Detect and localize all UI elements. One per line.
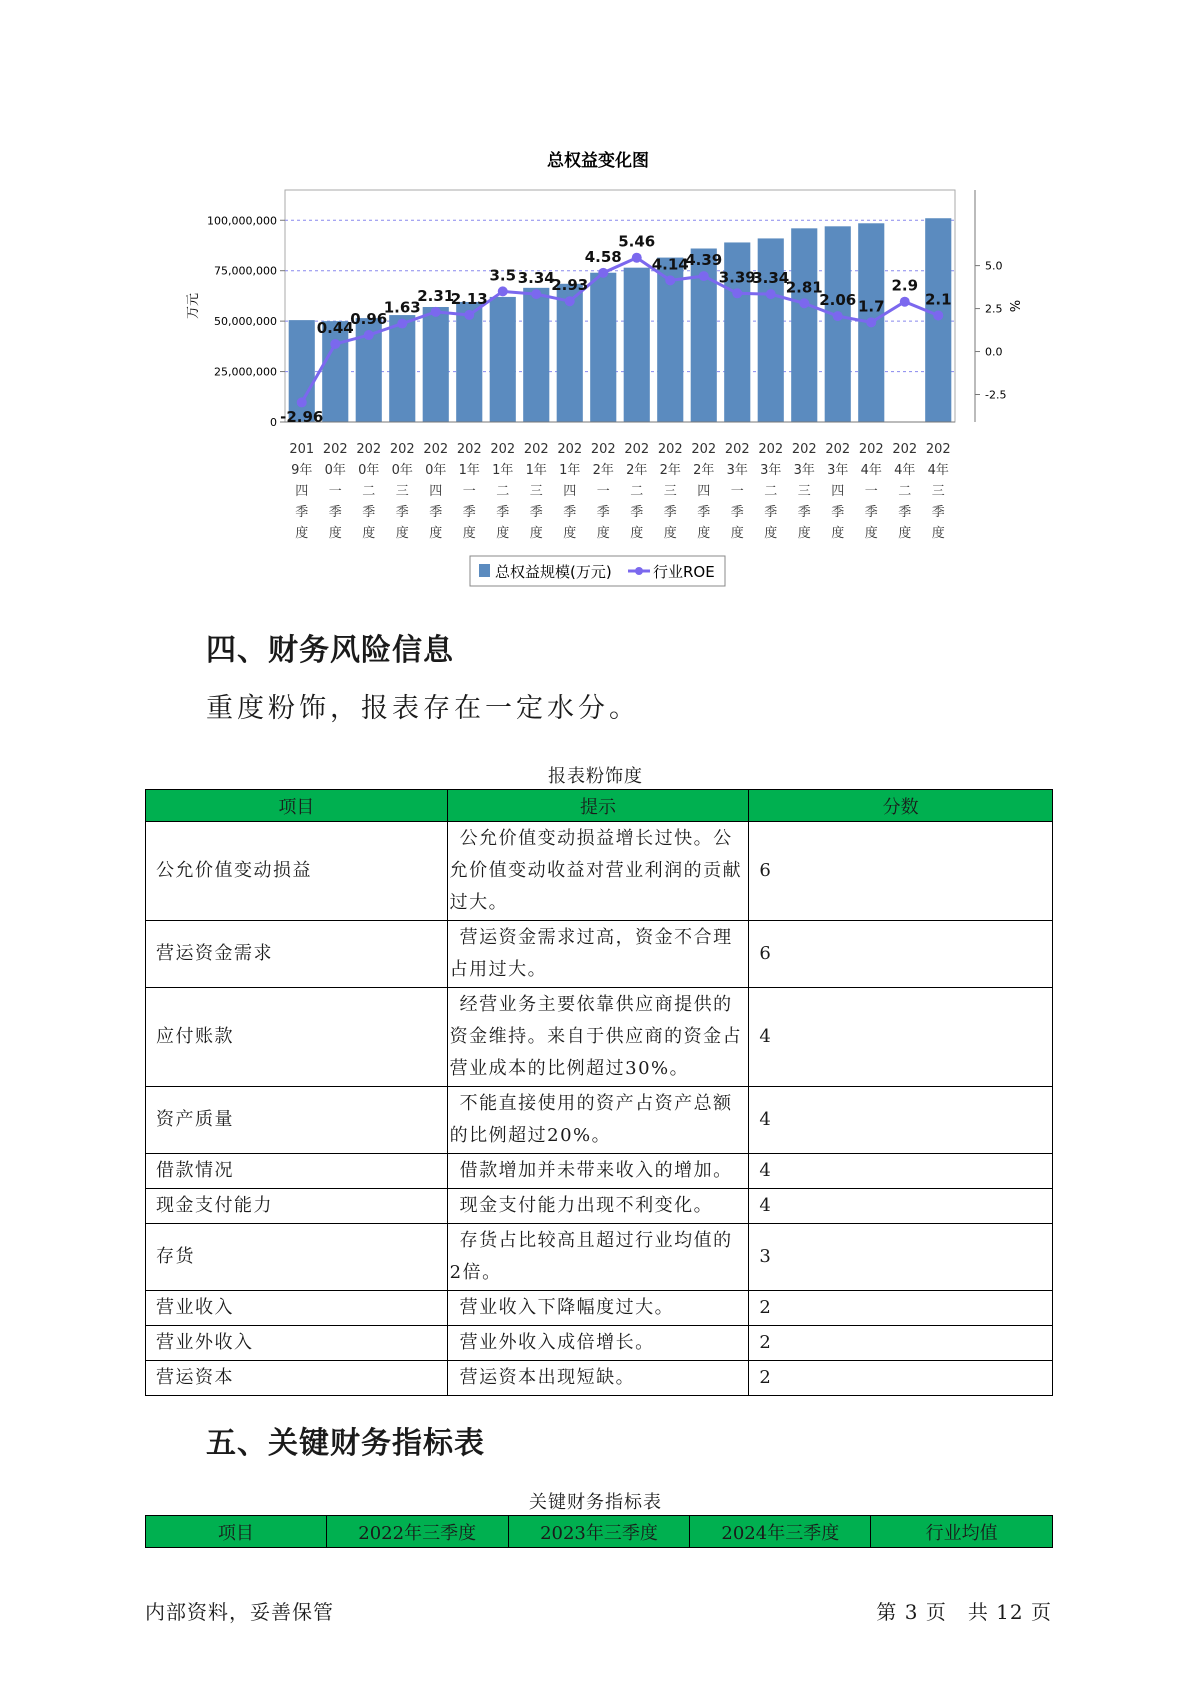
x-tick-label: 202 (925, 442, 951, 457)
chart-title: 总权益变化图 (547, 151, 649, 171)
roe-data-label: 0.96 (350, 310, 388, 329)
roe-data-label: 4.39 (685, 251, 723, 270)
x-tick-label: 度 (663, 526, 677, 541)
roe-point (699, 271, 709, 281)
section-5-title: 五、关键财务指标表 (206, 1426, 485, 1461)
x-tick-label: 1年 (525, 463, 547, 478)
x-tick-label: 202 (691, 442, 717, 457)
x-tick-label: 度 (362, 526, 376, 541)
x-tick-label: 度 (563, 526, 577, 541)
x-tick-label: 9年 (291, 463, 313, 478)
x-tick-label: 度 (764, 526, 778, 541)
roe-point (900, 297, 910, 307)
x-tick-label: 2年 (592, 463, 614, 478)
cell-item: 现金支付能力 (146, 1189, 448, 1224)
cell-item: 借款情况 (146, 1154, 448, 1189)
x-tick-label: 度 (529, 526, 543, 541)
x-tick-label: 4年 (894, 463, 916, 478)
legend-line-marker (635, 567, 643, 575)
roe-point (833, 311, 843, 321)
x-tick-label: 二 (630, 484, 644, 499)
bar (523, 288, 549, 422)
header-industry-average: 行业均值 (871, 1516, 1053, 1548)
roe-data-label: 2.81 (785, 278, 823, 297)
roe-data-label: 2.31 (417, 286, 455, 305)
x-tick-label: 三 (395, 484, 409, 499)
x-tick-label: 4年 (927, 463, 949, 478)
cell-item: 营运资金需求 (146, 921, 448, 988)
y-tick-label: 0 (270, 416, 277, 429)
roe-point (364, 330, 374, 340)
cell-hint: 现金支付能力出现不利变化。 (447, 1189, 749, 1224)
roe-data-label: 2.1 (924, 290, 952, 309)
cell-hint: 借款增加并未带来收入的增加。 (447, 1154, 749, 1189)
roe-point (565, 296, 575, 306)
x-tick-label: 2年 (659, 463, 681, 478)
x-tick-label: 202 (892, 442, 918, 457)
bar (791, 228, 817, 422)
cell-score: 4 (749, 1087, 1053, 1154)
x-tick-label: 202 (724, 442, 750, 457)
x-tick-label: 度 (295, 526, 309, 541)
cell-hint: 经营业务主要依靠供应商提供的资金维持。来自于供应商的资金占营业成本的比例超过30%。 (447, 988, 749, 1087)
roe-point (665, 275, 675, 285)
y-tick-label: 100,000,000 (207, 214, 277, 228)
header-item: 项目 (146, 1516, 327, 1548)
roe-data-label: 4.14 (651, 255, 689, 274)
roe-data-label: 5.46 (618, 232, 656, 251)
cell-item: 营运资本 (146, 1361, 448, 1396)
x-tick-label: 季 (362, 505, 376, 520)
x-tick-label: 四 (429, 484, 443, 499)
x-tick-label: 202 (657, 442, 683, 457)
cell-score: 3 (749, 1224, 1053, 1291)
x-tick-label: 度 (462, 526, 476, 541)
x-tick-label: 度 (596, 526, 610, 541)
roe-point (330, 339, 340, 349)
cell-score: 4 (749, 1154, 1053, 1189)
bar (456, 302, 482, 422)
header-item: 项目 (146, 790, 448, 822)
header-score: 分数 (749, 790, 1053, 822)
bar (825, 226, 851, 422)
x-tick-label: 三 (931, 484, 945, 499)
roe-point (431, 307, 441, 317)
y2-tick-label: 5.0 (985, 259, 1003, 273)
x-tick-label: 1年 (559, 463, 581, 478)
x-tick-label: 度 (898, 526, 912, 541)
table-row (146, 1087, 1053, 1154)
x-tick-label: 季 (898, 505, 912, 520)
roe-data-label: 0.44 (316, 318, 354, 337)
x-tick-label: 季 (496, 505, 510, 520)
x-tick-label: 202 (490, 442, 516, 457)
x-tick-label: 0年 (425, 463, 447, 478)
x-tick-label: 季 (831, 505, 845, 520)
x-tick-label: 3年 (760, 463, 782, 478)
x-tick-label: 度 (630, 526, 644, 541)
x-tick-label: 三 (797, 484, 811, 499)
x-tick-label: 1年 (492, 463, 514, 478)
roe-point (498, 286, 508, 296)
x-tick-label: 度 (730, 526, 744, 541)
x-tick-label: 季 (797, 505, 811, 520)
x-tick-label: 度 (697, 526, 711, 541)
roe-data-label: 4.58 (584, 247, 622, 266)
cell-item: 公允价值变动损益 (146, 822, 448, 921)
equity-chart (0, 0, 1191, 600)
x-tick-label: 3年 (827, 463, 849, 478)
x-tick-label: 201 (289, 442, 315, 457)
legend-line-label: 行业ROE (653, 563, 715, 581)
header-period: 2024年三季度 (690, 1516, 871, 1548)
cell-score: 2 (749, 1326, 1053, 1361)
header-period: 2022年三季度 (326, 1516, 508, 1548)
roe-point (297, 397, 307, 407)
x-tick-label: 四 (697, 484, 711, 499)
cell-item: 应付账款 (146, 988, 448, 1087)
x-tick-label: 季 (596, 505, 610, 520)
x-tick-label: 2年 (693, 463, 715, 478)
roe-data-label: 1.63 (383, 298, 421, 317)
x-tick-label: 2年 (626, 463, 648, 478)
y2-tick-label: 2.5 (985, 302, 1003, 316)
cell-score: 6 (749, 822, 1053, 921)
cell-hint: 营运资本出现短缺。 (447, 1361, 749, 1396)
bar (758, 238, 784, 422)
x-tick-label: 0年 (391, 463, 413, 478)
x-tick-label: 202 (389, 442, 415, 457)
roe-data-label: 2.06 (819, 291, 857, 310)
section-4-title: 四、财务风险信息 (206, 633, 454, 668)
cell-score: 4 (749, 1189, 1053, 1224)
x-tick-label: 1年 (458, 463, 480, 478)
x-tick-label: 一 (730, 484, 744, 499)
x-tick-label: 202 (523, 442, 549, 457)
table-header-row (146, 1516, 1053, 1548)
x-tick-label: 202 (322, 442, 348, 457)
cell-item: 存货 (146, 1224, 448, 1291)
x-tick-label: 202 (791, 442, 817, 457)
x-tick-label: 4年 (860, 463, 882, 478)
roe-point (732, 288, 742, 298)
x-tick-label: 季 (429, 505, 443, 520)
x-tick-label: 季 (764, 505, 778, 520)
cell-item: 资产质量 (146, 1087, 448, 1154)
cell-hint: 营运资金需求过高，资金不合理占用过大。 (447, 921, 749, 988)
table-header-row (146, 790, 1053, 822)
x-tick-label: 季 (295, 505, 309, 520)
roe-data-label: 1.7 (857, 297, 885, 316)
roe-point (464, 310, 474, 320)
x-tick-label: 三 (529, 484, 543, 499)
bar (490, 297, 516, 422)
table-row (146, 1224, 1053, 1291)
x-tick-label: 0年 (358, 463, 380, 478)
bar (423, 307, 449, 422)
cell-item: 营业收入 (146, 1291, 448, 1326)
risk-summary: 重度粉饰，报表存在一定水分。 (206, 693, 640, 724)
x-tick-label: 度 (429, 526, 443, 541)
roe-data-label: 2.9 (891, 276, 919, 295)
x-tick-label: 季 (630, 505, 644, 520)
risk-table (145, 789, 1053, 1396)
roe-point (799, 298, 809, 308)
x-tick-label: 二 (496, 484, 510, 499)
x-tick-label: 202 (356, 442, 382, 457)
cell-score: 4 (749, 988, 1053, 1087)
y2-tick-label: -2.5 (985, 388, 1007, 402)
bar (624, 268, 650, 422)
cell-score: 2 (749, 1291, 1053, 1326)
x-tick-label: 202 (557, 442, 583, 457)
table-row (146, 1154, 1053, 1189)
risk-table-caption: 报表粉饰度 (548, 766, 643, 787)
roe-data-label: 3.34 (752, 269, 790, 288)
roe-point (397, 319, 407, 329)
x-tick-label: 202 (858, 442, 884, 457)
cell-hint: 不能直接使用的资产占资产总额的比例超过20%。 (447, 1087, 749, 1154)
table-row (146, 822, 1053, 921)
x-tick-label: 202 (758, 442, 784, 457)
x-tick-label: 季 (462, 505, 476, 520)
x-tick-label: 202 (624, 442, 650, 457)
roe-point (866, 317, 876, 327)
bar (389, 315, 415, 422)
table-row (146, 1189, 1053, 1224)
x-tick-label: 0年 (324, 463, 346, 478)
y-tick-label: 75,000,000 (214, 264, 277, 278)
roe-data-label: 3.39 (718, 268, 756, 287)
x-tick-label: 3年 (726, 463, 748, 478)
table-row (146, 1291, 1053, 1326)
x-tick-label: 一 (596, 484, 610, 499)
x-tick-label: 季 (931, 505, 945, 520)
y-tick-label: 50,000,000 (214, 315, 277, 329)
x-tick-label: 季 (563, 505, 577, 520)
y-axis-label: 万元 (186, 292, 201, 320)
x-tick-label: 3年 (793, 463, 815, 478)
y2-axis-label: % (1006, 299, 1021, 313)
cell-score: 6 (749, 921, 1053, 988)
x-tick-label: 度 (797, 526, 811, 541)
x-tick-label: 四 (563, 484, 577, 499)
header-period: 2023年三季度 (508, 1516, 690, 1548)
x-tick-label: 一 (462, 484, 476, 499)
x-tick-label: 季 (864, 505, 878, 520)
x-tick-label: 季 (328, 505, 342, 520)
cell-item: 营业外收入 (146, 1326, 448, 1361)
table-row (146, 988, 1053, 1087)
cell-hint: 营业外收入成倍增长。 (447, 1326, 749, 1361)
y-tick-label: 25,000,000 (214, 365, 277, 379)
roe-data-label: 2.13 (450, 289, 488, 308)
footer-confidential: 内部资料，妥善保管 (145, 1600, 334, 1624)
x-tick-label: 二 (898, 484, 912, 499)
x-tick-label: 度 (931, 526, 945, 541)
x-tick-label: 度 (328, 526, 342, 541)
roe-point (632, 253, 642, 263)
x-tick-label: 度 (831, 526, 845, 541)
table-row (146, 921, 1053, 988)
x-tick-label: 一 (328, 484, 342, 499)
x-tick-label: 202 (590, 442, 616, 457)
footer-page-number: 第 3 页 共 12 页 (876, 1600, 1052, 1624)
roe-point (531, 289, 541, 299)
roe-point (766, 289, 776, 299)
legend-bar-swatch (479, 564, 490, 577)
roe-data-label: 2.93 (551, 276, 589, 295)
table-row (146, 1326, 1053, 1361)
x-tick-label: 季 (663, 505, 677, 520)
y2-tick-label: 0.0 (985, 345, 1003, 359)
x-tick-label: 202 (456, 442, 482, 457)
legend-bar-label: 总权益规模(万元) (495, 563, 612, 581)
x-tick-label: 四 (295, 484, 309, 499)
x-tick-label: 四 (831, 484, 845, 499)
roe-point (598, 268, 608, 278)
cell-score: 2 (749, 1361, 1053, 1396)
x-tick-label: 度 (395, 526, 409, 541)
cell-hint: 存货占比较高且超过行业均值的2倍。 (447, 1224, 749, 1291)
kpi-table (145, 1515, 1053, 1548)
x-tick-label: 二 (764, 484, 778, 499)
x-tick-label: 季 (730, 505, 744, 520)
x-tick-label: 202 (825, 442, 851, 457)
x-tick-label: 二 (362, 484, 376, 499)
header-hint: 提示 (447, 790, 749, 822)
x-tick-label: 季 (529, 505, 543, 520)
x-tick-label: 202 (423, 442, 449, 457)
roe-point (933, 310, 943, 320)
x-tick-label: 度 (496, 526, 510, 541)
kpi-table-caption: 关键财务指标表 (529, 1492, 662, 1513)
cell-hint: 营业收入下降幅度过大。 (447, 1291, 749, 1326)
roe-data-label: -2.96 (280, 408, 324, 426)
roe-data-label: 3.34 (517, 269, 555, 288)
x-tick-label: 度 (864, 526, 878, 541)
cell-hint: 公允价值变动损益增长过快。公允价值变动收益对营业利润的贡献过大。 (447, 822, 749, 921)
bar (590, 273, 616, 422)
x-tick-label: 季 (697, 505, 711, 520)
table-row (146, 1361, 1053, 1396)
roe-data-label: 3.5 (489, 266, 517, 285)
x-tick-label: 季 (395, 505, 409, 520)
x-tick-label: 一 (864, 484, 878, 499)
x-tick-label: 三 (663, 484, 677, 499)
